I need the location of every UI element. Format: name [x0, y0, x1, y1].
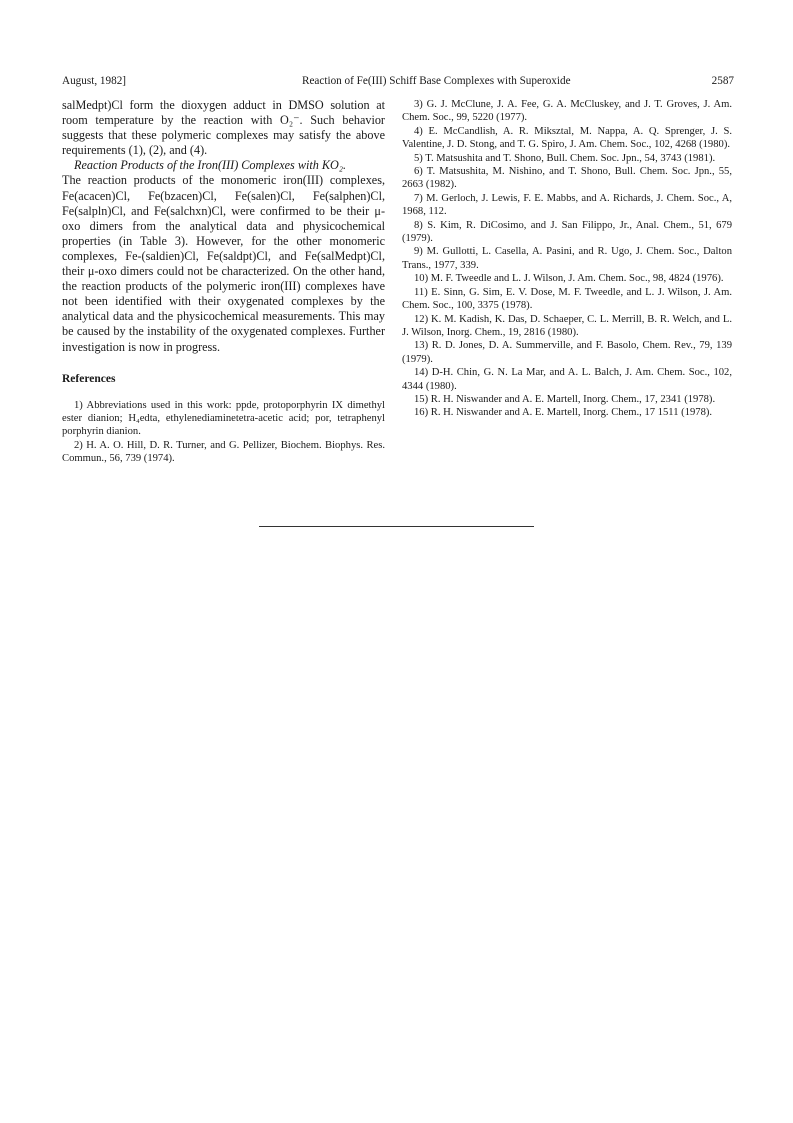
header-date: August, 1982]	[62, 75, 127, 87]
reference-item: 1) Abbreviations used in this work: ppde, protoporphyrin IX dimethyl ester dianion; H₄edta, ethylenediaminetetra-acetic acid; por, tetraphenyl porphyrin dianion.	[62, 399, 385, 438]
reference-item: 4) E. McCandlish, A. R. Miksztal, M. Nappa, A. Q. Sprenger, J. S. Valentine, J. D. Stong, and T. G. Spiro, J. Am. Chem. Soc., 102, 4268 (1980).	[402, 125, 732, 151]
page-number: 2587	[711, 75, 734, 87]
references-heading: References	[62, 372, 116, 385]
right-column	[402, 98, 732, 420]
reference-item: 16) R. H. Niswander and A. E. Martell, Inorg. Chem., 17 1511 (1978).	[414, 407, 713, 419]
reference-item: 3) G. J. McClune, J. A. Fee, G. A. McCluskey, and J. T. Groves, J. Am. Chem. Soc., 99, 5220 (1977).	[402, 99, 732, 124]
reference-item: 13) R. D. Jones, D. A. Summerville, and F. Basolo, Chem. Rev., 79, 139 (1979).	[402, 340, 732, 365]
section-subheading: Reaction Products of the Iron(III) Complexes with KO₂.	[74, 158, 347, 173]
reference-item: 9) M. Gullotti, L. Casella, A. Pasini, and R. Ugo, J. Chem. Soc., Dalton Trans., 1977, 339.	[402, 246, 732, 271]
body-paragraph-1: salMedpt)Cl form the dioxygen adduct in DMSO solution at room temperature by the reaction with O₂⁻. Such behavior suggests that these polymeric complexes may satisfy the above requirements (1), (2), and (4).	[62, 98, 385, 158]
header-title: Reaction of Fe(III) Schiff Base Complexes with Superoxide	[302, 75, 571, 87]
reference-item: 2) H. A. O. Hill, D. R. Turner, and G. Pellizer, Biochem. Biophys. Res. Commun., 56, 739 (1974).	[62, 439, 385, 465]
reference-item: 12) K. M. Kadish, K. Das, D. Schaeper, C. L. Merrill, B. R. Welch, and L. J. Wilson, Inorg. Chem., 19, 2816 (1980).	[402, 313, 732, 338]
reference-item: 10) M. F. Tweedle and L. J. Wilson, J. Am. Chem. Soc., 98, 4824 (1976).	[414, 273, 724, 285]
left-column	[62, 98, 385, 466]
footer-rule	[259, 526, 534, 527]
reference-item: 7) M. Gerloch, J. Lewis, F. E. Mabbs, and A. Richards, J. Chem. Soc., A, 1968, 112.	[402, 192, 732, 218]
reference-item: 8) S. Kim, R. DiCosimo, and J. San Filippo, Jr., Anal. Chem., 51, 679 (1979).	[402, 219, 732, 245]
reference-item: 11) E. Sinn, G. Sim, E. V. Dose, M. F. Tweedle, and L. J. Wilson, J. Am. Chem. Soc., 100, 3375 (1978).	[402, 286, 732, 312]
reference-item: 15) R. H. Niswander and A. E. Martell, Inorg. Chem., 17, 2341 (1978).	[414, 393, 716, 405]
reference-item: 14) D-H. Chin, G. N. La Mar, and A. L. Balch, J. Am. Chem. Soc., 102, 4344 (1980).	[402, 367, 732, 392]
running-header	[62, 75, 734, 91]
body-paragraph-2: The reaction products of the monomeric iron(III) complexes, Fe(acacen)Cl, Fe(bzacen)Cl, Fe(salen)Cl, Fe(salphen)Cl, Fe(salpln)Cl, and Fe(salchxn)Cl, were confirmed to be their μ-oxo dimers from the analytical data and physicochemical properties (in Table 3). However, for the other monomeric complexes, Fe-(saldien)Cl, Fe(saldpt)Cl, and Fe(salMedpt)Cl, their μ-oxo dimers could not be characterized. On the other hand, the reaction products of the polymeric iron(III) complexes have not been identified with their oxygenated complexes by the analytical data and the physicochemical measurements. This may be caused by the instability of the oxygenated complexes. Further investigation is now in progress.	[62, 173, 385, 354]
reference-item: 6) T. Matsushita, M. Nishino, and T. Shono, Bull. Chem. Soc. Jpn., 55, 2663 (1982).	[402, 166, 732, 191]
reference-item: 5) T. Matsushita and T. Shono, Bull. Chem. Soc. Jpn., 54, 3743 (1981).	[414, 152, 716, 164]
